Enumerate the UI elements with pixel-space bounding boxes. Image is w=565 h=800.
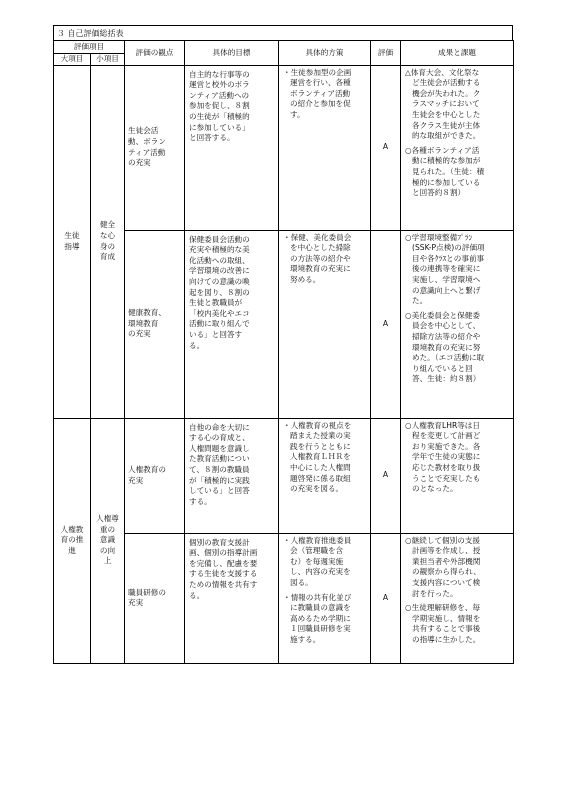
- header-measures: 具体的方策: [279, 41, 371, 66]
- header-viewpoint: 評価の観点: [125, 41, 185, 66]
- goal-cell: 自他の命を大切に する心の育成と、 人権問題を意識し た教育活動につい て、８割の教職員 が「積極的に実践 している」と回答 する。: [185, 418, 279, 533]
- measures-cell: [279, 230, 371, 418]
- rating-cell: A: [371, 230, 401, 418]
- rating-cell: A: [371, 65, 401, 230]
- results-cell: [401, 230, 514, 418]
- header-evaluation-items: 評価項目: [54, 41, 125, 54]
- measures-cell: [279, 65, 371, 230]
- evaluation-summary-table: [53, 40, 514, 664]
- header-rating: 評価: [371, 41, 401, 66]
- goal-cell: 自主的な行事等の 運営と校外のボラ ンティア活動への 参加を促し、８割 の生徒が「積極的 に参加している」 と回答する。: [185, 65, 279, 230]
- result-item: ○人権教育LHR等は日 程を変更して計画ど おり実施できた。各 学年で生徒の実態に 応じた教材を取り扱 うことで充実したも のとなった。: [405, 420, 481, 494]
- table-row: [54, 65, 514, 230]
- viewpoint-cell: 生徒会活 動、ボラン ティア活動 の充実: [125, 65, 185, 230]
- minor-item-cell: 人権尊 重の 意識 の向 上: [91, 418, 125, 663]
- table-row: [54, 418, 514, 533]
- header-results: 成果と課題: [401, 41, 514, 66]
- header-row: [54, 41, 514, 54]
- result-item: ○生徒理解研修を、毎 学期実施し、情報を 共有することで事後 の指導に生かした。: [405, 603, 481, 644]
- rating-cell: A: [371, 418, 401, 533]
- header-minor-item: 小項目: [91, 54, 125, 66]
- goal-cell: 保健委員会活動の 充実や積極的な美 化活動への取組、 学習環境の改善に 向けての意識の喚 起を図り、８割の 生徒と教職員が 「校内美化やエコ 活動に取り組んで いる」と回答す る。: [185, 230, 279, 418]
- result-item: ○継続して個別の支援 計画等を作成し、授 業担当者や外部機関 の観察から得られ、 支援内容について検 討を行った。: [405, 535, 481, 598]
- header-goal: 具体的目標: [185, 41, 279, 66]
- results-cell: [401, 533, 514, 663]
- section-title: ３ 自己評価総括表: [53, 25, 513, 40]
- results-cell: [401, 65, 514, 230]
- result-item: ○美化委員会と保健委 員会を中心として、 掃除方法等の紹介や 環境教育の充実に努 めた。（エコ活動に取 り組んでいると回 答、生徒：約８割）: [405, 310, 485, 384]
- measures-cell: [279, 418, 371, 533]
- rating-cell: A: [371, 533, 401, 663]
- measure-item: ・保健、美化委員会 を中心とした掃除 の方法等の紹介や 環境教育の充実に 努める。: [283, 232, 352, 284]
- result-item: ○各種ボランティア活 動に積極的な参加が 見られた。（生徒：積 極的に参加している と回答約８割）: [405, 145, 485, 198]
- goal-cell: 個別の教育支援計 画、個別の指導計画 を完備し、配慮を要 する生徒を支援する ための情報を共有す る。: [185, 533, 279, 663]
- result-item: △体育大会、文化祭な ど生徒会が活動する 機会が失われた。ク ラスマッチにおいて 生徒会を中心とした 各クラス生徒が主体 的な取組ができた。: [405, 67, 481, 141]
- evaluation-summary-page: [53, 25, 513, 664]
- measure-item: ・人権教育推進委員 会（管理職を含 む）を毎週実施 し、内容の充実を 図る。: [283, 535, 352, 587]
- measure-item: ・情報の共有化並び に教職員の意識を 高めるため学期に １回職員研修を実 施する。: [283, 592, 352, 644]
- viewpoint-cell: 人権教育の 充実: [125, 418, 185, 533]
- measure-item: ・生徒参加型の企画 運営を行い、各種 ボランティア活動 の紹介と参加を促 す。: [283, 67, 352, 119]
- major-item-cell: 生徒 指導: [54, 65, 91, 418]
- viewpoint-cell: 健康教育、 環境教育 の充実: [125, 230, 185, 418]
- header-major-item: 大項目: [54, 54, 91, 66]
- major-item-cell: 人権教 育の推 進: [54, 418, 91, 663]
- measure-item: ・人権教育の視点を 踏まえた授業の実 践を行うとともに 人権教育ＬＨＲを 中心にした人権問 題啓発に係る取組 の充実を図る。: [283, 420, 352, 494]
- minor-item-cell: 健全 な心 身の 育成: [91, 65, 125, 418]
- measures-cell: [279, 533, 371, 663]
- result-item: ○学習環境整備ﾌﾟﾗﾝ (SSK-P点検)の評価項 目や各ｸﾗｽとの事前事 後の連携等を確実に 実施し、学習環境へ の意識向上へと繋げ た。: [405, 232, 485, 306]
- viewpoint-cell: 職員研修の 充実: [125, 533, 185, 663]
- results-cell: [401, 418, 514, 533]
